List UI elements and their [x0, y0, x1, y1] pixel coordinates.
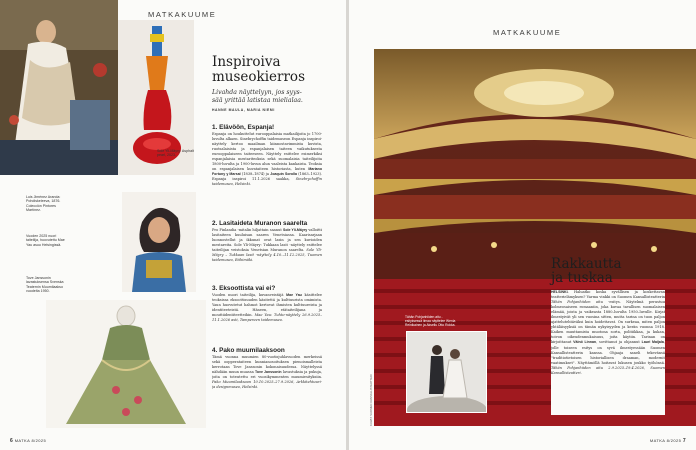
right-body: HELSINKI. Haluatko koska syvällisen ja koskettavan teatterielämyksen? Varma vinkki on Suomen Kansallisteatterin Tähän Pohjanhiiden aitu -esitys. Näytelmä perustuu kolmeosaiseen romaaniin, joka kuvaa tavallisen suomalaisen elämää, joista ja vaikeasta 1880–luvulta 1950–luvulle. Kirjat ilmestyivät yli sen vuosina sitten, mutta tarina on tuon paljon ajattelutehtäväksi kuin hoidettavat. On surkeaa, miten paljon yhtäläisyyksiä on tämän nykyisyyden ja kerän vuonna 1918. Kaiken muuttamista muotona sorta, politiikkaa, ja kukan, toivon oikeudenmukaisuus, joita käytiin. Tarinan on kirjoittanut Väinö Linnan, sovittanut ja ohjannut Lauri Maijala, jolle toiseen esitys on syvä ilmestyessään Suomen Kansallisteatterin kanssa. Ohjaaja saneli tekevänsä "traditiotietoisen historiallisen draaman, modernit vaatimukset". Näyttämöllä hoitavat lukusen joukko työhönsä. Tähän Pohjanhiiden aitu 2.9.2025–19.4.2026, Suomen Kansallisteatteri. — [551, 290, 665, 415]
felt-figure-icon — [122, 192, 196, 292]
left-ingress-line2: sää yrittää latistaa mielialaa. — [212, 97, 303, 104]
section-3-heading: 3. Eksoottista vai ei? — [212, 285, 276, 292]
right-title-line1: Rakkautta — [551, 256, 622, 272]
mannequin-image — [46, 300, 206, 428]
caption-painting: Luis Jiménez Aranda: Pohdiskeleeva, 1876. Colección Pintores Martínez. — [26, 195, 61, 213]
caption-figure: Vuoden 2025 nuori taiteilija, huovutettu Mae Yau asuu Helsingissä. — [26, 234, 65, 247]
photo-credit: KUVAT: SUOMEN KANSALLISTEATTERI — [369, 374, 373, 426]
left-page — [0, 0, 346, 450]
felt-figure-image — [122, 192, 196, 292]
section-1-body: Espanja on houkuttelut eurooppalaisia matkailijoita jo 1700-luvulta alkaen. Sinebrychoffin taidemuseon Espanja inspiroi-näyttely kertoo maailman kiinnostavimmista kuvista, ruotsalaisista ja espanjalaisen taiteen vaikutuksesta eurooppalaiseen taiteeseen. Näyttely esittelee esimerkiksi espanjalaisia mestariteoksia sekä suomalaisia taiteilijoita 1800-luvulta ja 1900-luvun alun vaaleista kankaista. Teoksia on espanjalaisen kuvataiteen historiasta, kuten Mariano Fortuny y Marsal (1838–1874) ja Joaquín Sorolla (1863–1923). Espanja inspiroi 11.1.2026 saakka, Sinebrychoffin taidemuseo, Helsinki. — [212, 132, 322, 187]
left-byline: HANNE MAULA, MARIA NIEMI — [212, 108, 275, 112]
left-page-number: 6 — [10, 438, 14, 444]
left-rubric: MATKAKUUME — [148, 10, 217, 19]
right-rubric: MATKAKUUME — [493, 28, 562, 37]
left-ingress-line1: Livahda näyttelyyn, jos syys- — [212, 89, 302, 96]
mannequin-icon — [46, 300, 206, 428]
couple-photo — [406, 331, 487, 413]
caption-sculpture: Sole Yli-Mäyry: Asphalt pearl, 2023. — [157, 149, 194, 158]
section-2-heading: 2. Lasitaideta Muranon saarelta — [212, 220, 308, 227]
painting-image — [0, 0, 118, 175]
left-title-line2: museokierros — [212, 69, 305, 85]
section-4-heading: 4. Pako muumilaaksoon — [212, 347, 285, 354]
section-1-heading: 1. Elävöön, Espanja! — [212, 124, 275, 131]
left-title-line1: Inspiroiva — [212, 54, 281, 70]
caption-photo: Tähän Pohjanhiiden aitu -esityksessä ilmaa näyttelee Wenla Reinikainen ja Aksellu Otto Rokka. — [405, 315, 456, 327]
right-footer — [650, 438, 686, 444]
section-2-body: Pro Finlandia -mitalin hiljattain saanut Sole Yli-Mäyry valloitti lasitaiteen kuuluisan saaren Venetsiassa. Kaarisarjaan luonnostellut ja ikkunat ovat lasin ja sen kuvioiden mestareita. Sole Yli-Mäyry: Tukkaan lasit -näyttely esittelee taiteilijan veistoksia Venetsian Muranon saarelta. Sole Yli-Mäyry – Tukkaan lasit -näyttely 4.10.–11.12.2025, Tuomen taidemuseo, Riihimäki. — [212, 228, 322, 263]
couple-icon — [407, 332, 486, 412]
caption-mannequin: Tove Janssonin lavastuksensa Svenska Teaternin Muumilaakso vuodelta 1950. — [26, 276, 64, 294]
right-page — [349, 0, 696, 450]
left-footer — [10, 438, 46, 444]
right-title-line2: ja tuskaa — [551, 270, 613, 286]
right-footer-mag: MATKA 8/2025 — [649, 438, 682, 443]
section-4-body: Tämä vuonna muumien 80-vuotisjuhlavuoden merkeissä sekä oopperataiteen kunnianosoituksen pienoismalleista kerrotaan Tove Janssonin kokonaisuudessa. Näyttelyssä nähdään muun muassa Tove Janssonin lavastuksia ja pukuja, joita on toteutettu eri vuosikymmenten muumiesityksiin. Pako Muumilaaksoon 10.10.2025–27.9.2026, Arkkitehtuuri- ja designmuseo, Helsinki. — [212, 355, 322, 390]
section-3-body: Vuoden nuori taiteilija, kuvanveistäjä Mae Yau käsittelee teoksissa eksoottisuuden käsitettä ja kulttuurista omimista. Yaun huovutetut hahmot kertovat ihmisten kulttuureista ja identiteeteistä. Häneen, etätaiteilijana ja mouttiidentiteetteihin. Mae Yau: Tuhto-näyttely 26.9.2025–11.1.2026 asti, Tampereen taidemuseo. — [212, 293, 322, 323]
right-page-number: 7 — [682, 438, 686, 444]
left-footer-mag: MATKA 8/2025 — [14, 438, 47, 443]
painting-figure-icon — [0, 0, 118, 175]
